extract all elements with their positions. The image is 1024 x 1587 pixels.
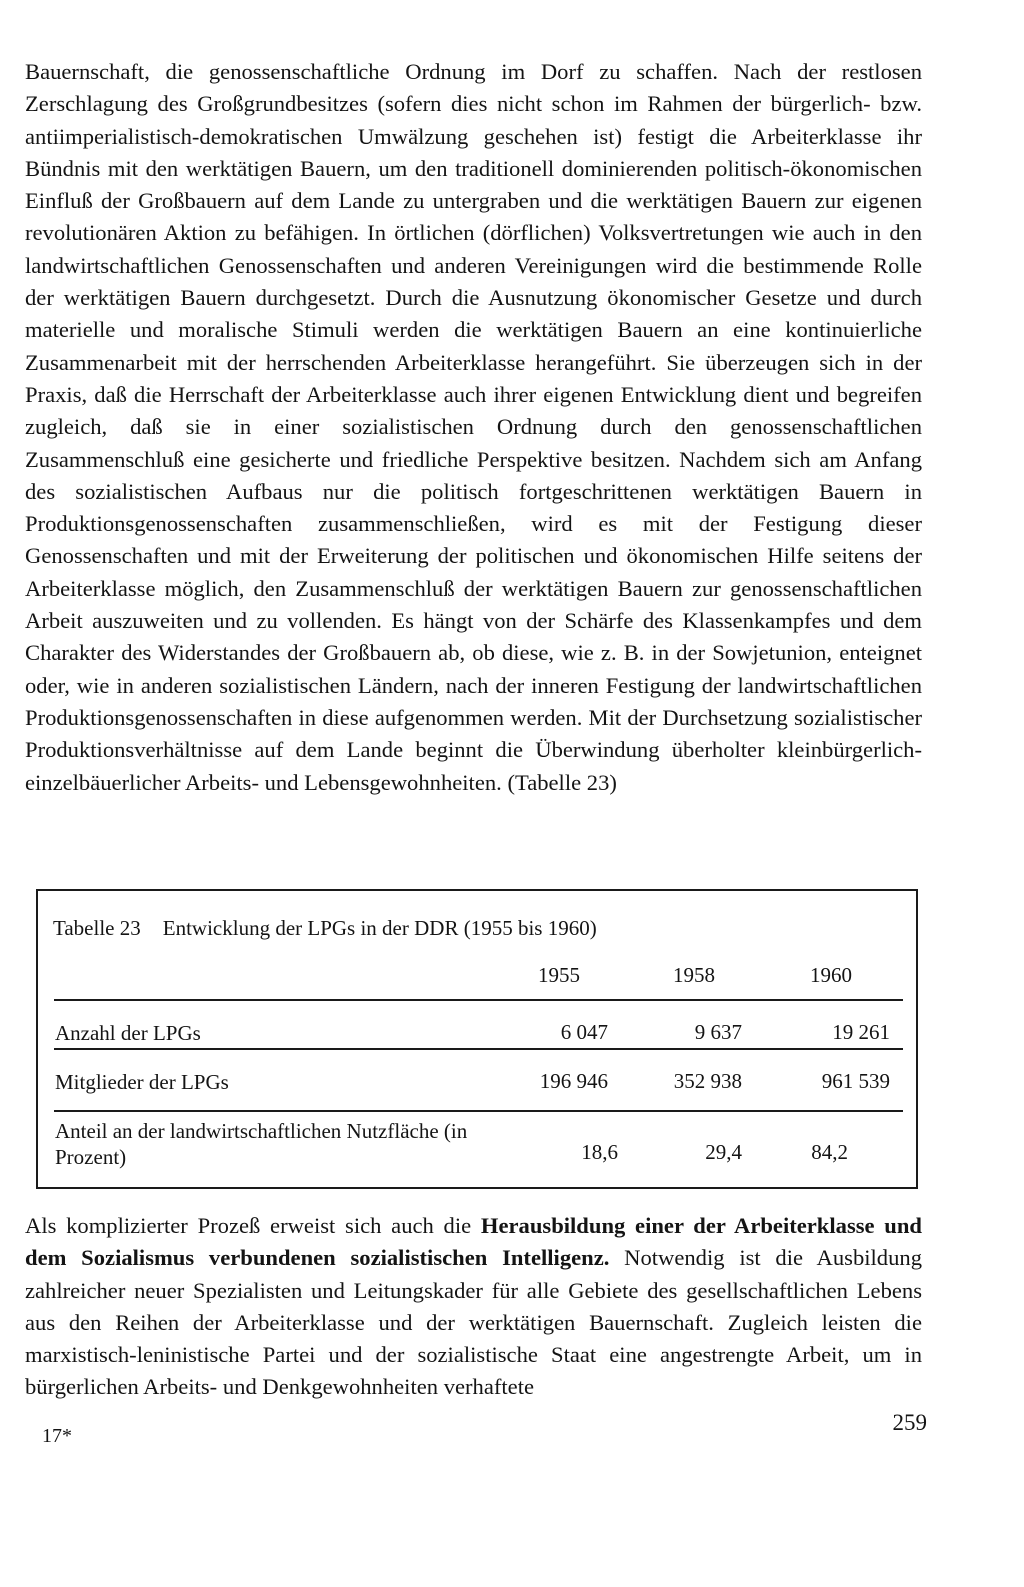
page-number: 259 <box>892 1410 927 1435</box>
table-cell: 196 946 <box>539 1069 608 1093</box>
paragraph-2-rest: Notwendig ist die Ausbildung zahlreicher neuer Spezialisten und Leitungskader für alle Gebiete des gesellschaftlichen Lebens aus den Reihen der Arbeiterklasse und der werktätigen Bauernschaft. Zugleich leisten die marxistisch-leninistische Partei und der sozialistische Staat eine angestrengte Arbeit, um in bürgerlichen Arbeits- und Denkgewohnheiten verhaftete <box>25 1245 922 1400</box>
table-rule <box>54 1110 903 1112</box>
column-header-year: 1960 <box>810 963 852 987</box>
row-label: Anteil an der landwirtschaftlichen Nutzfläche (in Prozent) <box>55 1119 468 1169</box>
row-label: Anzahl der LPGs <box>55 1021 201 1045</box>
table-cell: 18,6 <box>581 1140 618 1164</box>
body-paragraph-1: Bauernschaft, die genossenschaftliche Ordnung im Dorf zu schaffen. Nach der restlosen Zerschlagung des Großgrundbesitzes (sofern dies nicht schon im Rahmen der bürgerlich- bzw. antiimperialistisch-demokratischen Umwälzung geschehen ist) festigt die Arbeiterklasse ihr Bündnis mit den werktätigen Bauern, um den traditionell dominierenden politisch-ökonomischen Einfluß der Großbauern auf dem Lande zu untergraben und die werktätigen Bauern zur eigenen revolutionären Aktion zu befähigen. In örtlichen (dörflichen) Volksvertretungen wie auch in den landwirtschaftlichen Genossenschaften und anderen Vereinigungen wird die bestimmende Rolle der werktätigen Bauern durchgesetzt. Durch die Ausnutzung ökonomischer Gesetze und durch materielle und moralische Stimuli werden die werktätigen Bauern an eine kontinuierliche Zusammenarbeit mit der herrschenden Arbeiterklasse herangeführt. Sie überzeugen sich in der Praxis, daß die Herrschaft der Arbeiterklasse auch ihrer eigenen Entwicklung dient und begreifen zugleich, daß sie in einer sozialistischen Ordnung durch den genossenschaftlichen Zusammenschluß eine gesicherte und friedliche Perspektive besitzen. Nachdem sich am Anfang des sozialistischen Aufbaus nur die politisch fortgeschrittenen werktätigen Bauern in Produktionsgenossenschaften zusammenschließen, wird es mit der Festigung dieser Genossenschaften und mit der Erweiterung der politischen und ökonomischen Hilfe seitens der Arbeiterklasse möglich, den Zusammenschluß der werktätigen Bauern zur genossenschaftlichen Arbeit auszuweiten und zu vollenden. Es hängt von der Schärfe des Klassenkampfes und dem Charakter des Widerstandes der Großbauern ab, ob diese, wie z. B. in der Sowjetunion, enteignet oder, wie in anderen sozialistischen Ländern, nach der inneren Festigung der landwirtschaftlichen Produktionsgenossenschaften in diese aufgenommen werden. Mit der Durchsetzung sozialistischer Produktionsverhältnisse auf dem Lande beginnt die Überwindung überholter kleinbürgerlich-einzelbäuerlicher Arbeits- und Lebensgewohnheiten. (Tabelle 23) <box>25 59 922 795</box>
table-number: Tabelle 23 <box>53 916 141 940</box>
table-cell: 84,2 <box>811 1140 848 1164</box>
table-cell: 19 261 <box>832 1020 890 1044</box>
table-cell: 352 938 <box>673 1069 742 1093</box>
table-cell: 29,4 <box>705 1140 742 1164</box>
paragraph-2-intro: Als komplizierter Prozeß erweist sich auch die <box>25 1213 481 1238</box>
signature-mark: 17* <box>42 1425 72 1447</box>
table-rule <box>54 1048 903 1050</box>
row-label: Mitglieder der LPGs <box>55 1070 229 1094</box>
table-caption <box>53 916 597 941</box>
column-header-year: 1955 <box>538 963 580 987</box>
table-cell: 961 539 <box>821 1069 890 1093</box>
table-title: Entwicklung der LPGs in der DDR (1955 bis 1960) <box>162 916 597 940</box>
paragraph-2-bold-term: Herausbildung einer der Arbeiterklasse und dem Sozialismus verbundenen sozialistischen Intelligenz. <box>25 1213 922 1271</box>
table-cell: 6 047 <box>560 1020 608 1044</box>
data-table <box>36 889 918 1189</box>
column-header-year: 1958 <box>673 963 715 987</box>
table-rule <box>54 999 903 1001</box>
body-paragraph-2 <box>25 1210 922 1404</box>
table-cell: 9 637 <box>694 1020 742 1044</box>
